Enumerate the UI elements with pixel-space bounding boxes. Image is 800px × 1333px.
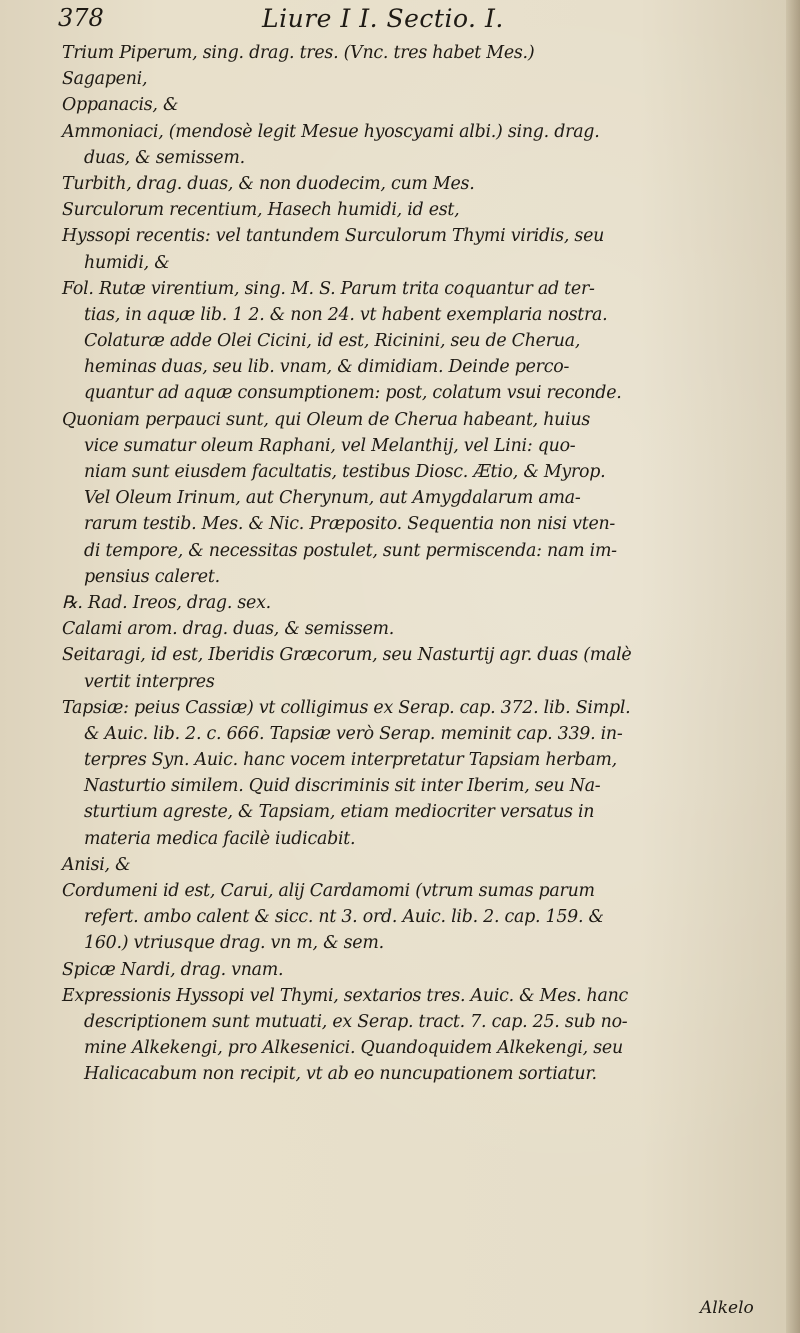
body-text	[62, 40, 788, 1088]
text-line: Hyssopi recentis: vel tantundem Surculorum Thymi viridis, seu	[62, 226, 605, 247]
text-line: Sagapeni,	[62, 69, 148, 90]
text-line: Turbith, drag. duas, & non duodecim, cum Mes.	[62, 173, 475, 194]
text-line: humidi, &	[84, 252, 170, 273]
text-line: Calami arom. drag. duas, & semissem.	[62, 619, 395, 640]
text-line: mine Alkekengi, pro Alkesenici. Quandoquidem Alkekengi, seu	[84, 1038, 623, 1059]
text-line: Colaturæ adde Olei Cicini, id est, Ricinini, seu de Cherua,	[84, 331, 581, 352]
text-line: Spicæ Nardi, drag. vnam.	[62, 959, 284, 980]
text-line: Seitaragi, id est, Iberidis Græcorum, seu Nasturtij agr. duas (malè	[62, 645, 632, 666]
text-line: ℞. Rad. Ireos, drag. sex.	[62, 592, 271, 613]
text-line: rarum testib. Mes. & Nic. Præposito. Sequentia non nisi vten-	[84, 514, 616, 535]
text-line: refert. ambo calent & sicc. nt 3. ord. Auic. lib. 2. cap. 159. &	[84, 907, 604, 928]
text-line: Tapsiæ: peius Cassiæ) vt colligimus ex Serap. cap. 372. lib. Simpl.	[62, 697, 631, 718]
text-line: Halicacabum non recipit, vt ab eo nuncupationem sortiatur.	[84, 1064, 597, 1085]
text-line: descriptionem sunt mutuati, ex Serap. tract. 7. cap. 25. sub no-	[84, 1011, 628, 1032]
text-line: Quoniam perpauci sunt, qui Oleum de Cherua habeant, huius	[62, 409, 591, 430]
text-line: vice sumatur oleum Raphani, vel Melanthij, vel Lini: quo-	[84, 435, 576, 456]
text-line: tias, in aquæ lib. 1 2. & non 24. vt habent exemplaria nostra.	[84, 304, 608, 325]
running-head: Liure I I. Sectio. I.	[262, 4, 504, 33]
text-line: materia medica facilè iudicabit.	[84, 828, 356, 849]
page-header	[58, 4, 758, 40]
text-line: pensius caleret.	[84, 566, 220, 587]
page-edge-shadow	[786, 0, 800, 1333]
text-line: Cordumeni id est, Carui, alij Cardamomi (vtrum sumas parum	[62, 881, 595, 901]
text-line: 160.) vtriusque drag. vn m, & sem.	[84, 933, 384, 954]
text-line: Anisi, &	[62, 854, 131, 875]
text-line: Oppanacis, &	[62, 95, 179, 116]
page-number: 378	[58, 4, 104, 32]
text-line: terpres Syn. Auic. hanc vocem interpretatur Tapsiam herbam,	[84, 750, 617, 771]
text-line: Ammoniaci, (mendosè legit Mesue hyoscyami albi.) sing. drag.	[62, 121, 600, 142]
text-line: di tempore, & necessitas postulet, sunt permiscenda: nam im-	[84, 540, 617, 561]
text-line: heminas duas, seu lib. vnam, & dimidiam. Deinde perco-	[84, 357, 570, 378]
text-line: duas, & semissem.	[84, 147, 245, 168]
text-line: sturtium agreste, & Tapsiam, etiam mediocriter versatus in	[84, 802, 595, 823]
catchword: Alkelo	[700, 1298, 754, 1318]
text-line: Expressionis Hyssopi vel Thymi, sextarios tres. Auic. & Mes. hanc	[62, 985, 629, 1006]
text-line: Trium Piperum, sing. drag. tres. (Vnc. tres habet Mes.)	[62, 43, 535, 63]
text-line: & Auic. lib. 2. c. 666. Tapsiæ verò Serap. meminit cap. 339. in-	[84, 723, 623, 744]
text-line: Surculorum recentium, Hasech humidi, id est,	[62, 200, 460, 221]
text-line: Nasturtio similem. Quid discriminis sit inter Iberim, seu Na-	[84, 776, 601, 797]
text-line: niam sunt eiusdem facultatis, testibus Diosc. Ætio, & Myrop.	[84, 462, 606, 482]
text-line: Vel Oleum Irinum, aut Cherynum, aut Amygdalarum ama-	[84, 488, 581, 509]
text-line: vertit interpres	[84, 671, 215, 692]
text-line: quantur ad aquæ consumptionem: post, colatum vsui reconde.	[84, 383, 622, 404]
text-line: Fol. Rutæ virentium, sing. M. S. Parum trita coquantur ad ter-	[62, 278, 595, 299]
